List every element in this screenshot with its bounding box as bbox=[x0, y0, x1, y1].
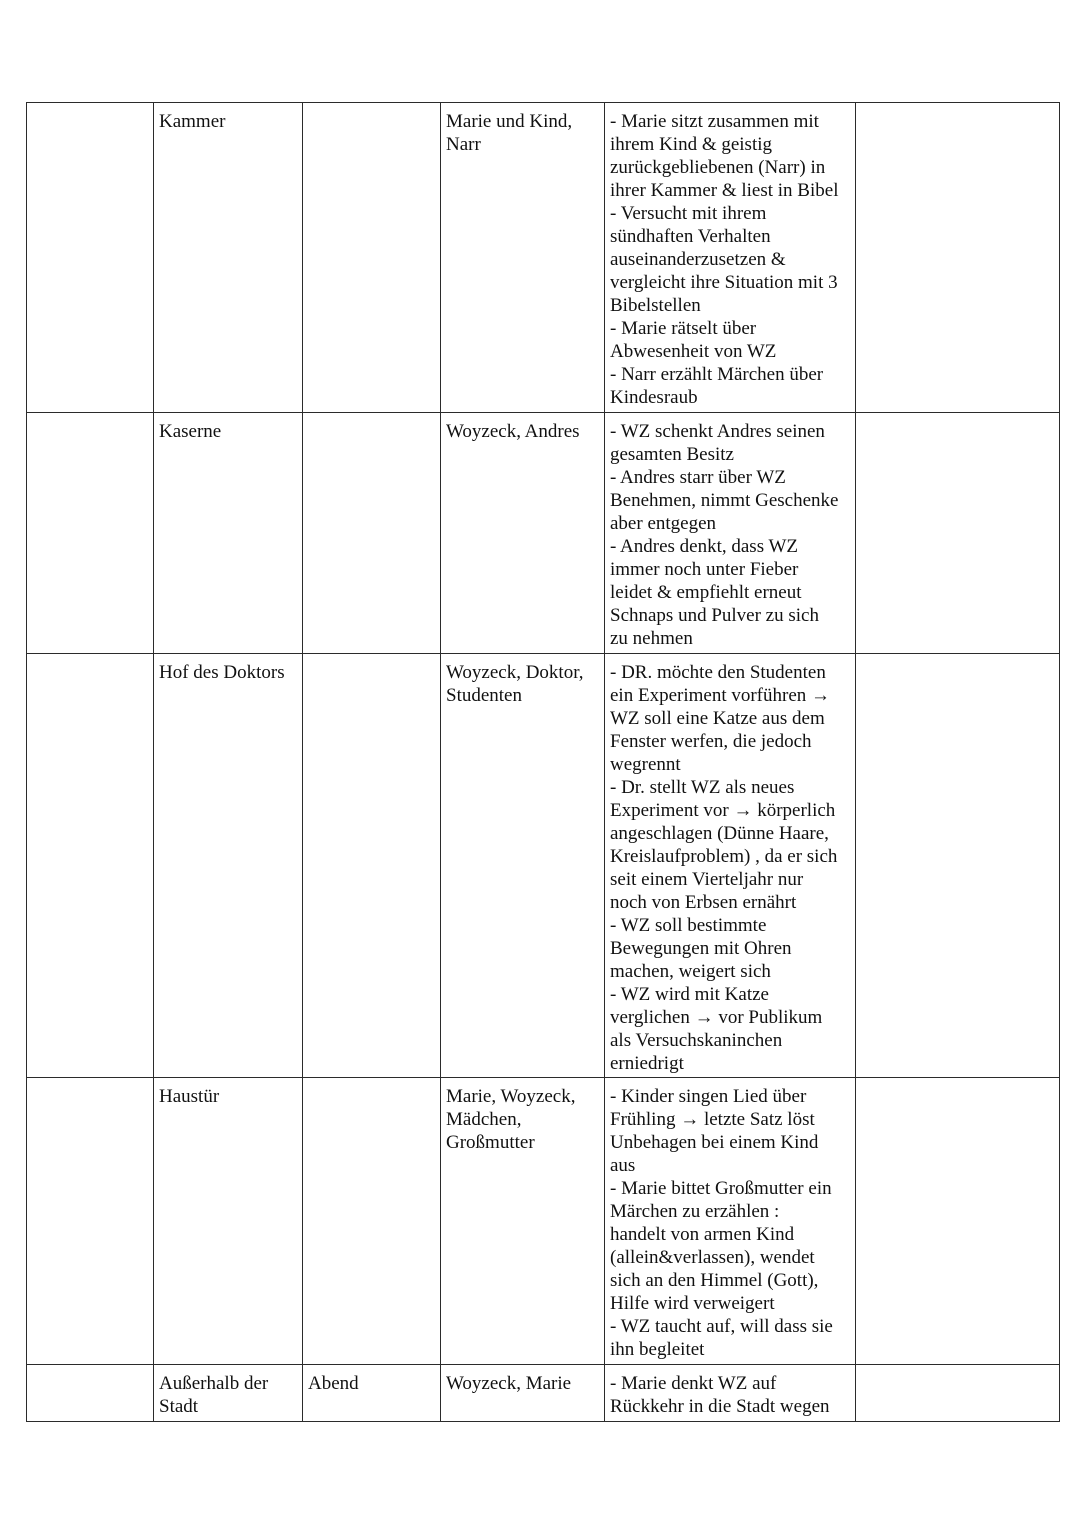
cell-personen bbox=[441, 654, 605, 1078]
inhalt-line: - WZ taucht auf, will dass sie bbox=[610, 1316, 833, 1337]
inhalt-line: ihn begleitet bbox=[610, 1339, 705, 1360]
table-row bbox=[27, 413, 1060, 654]
inhalt-line: - WZ wird mit Katze bbox=[610, 984, 769, 1005]
inhalt-line: - Marie bittet Großmutter ein bbox=[610, 1178, 832, 1199]
inhalt-line: - Andres starr über WZ bbox=[610, 467, 786, 488]
inhalt-line: sündhaften Verhalten bbox=[610, 226, 771, 247]
inhalt-line: Unbehagen bei einem Kind bbox=[610, 1132, 819, 1153]
inhalt-line: Abwesenheit von WZ bbox=[610, 341, 777, 362]
personen-text: Studenten bbox=[446, 685, 522, 706]
inhalt-line: ihrem Kind & geistig bbox=[610, 134, 773, 155]
cell-nr bbox=[27, 413, 154, 654]
cell-inhalt bbox=[605, 1365, 856, 1422]
cell-ort bbox=[154, 1078, 303, 1365]
personen-text: Großmutter bbox=[446, 1132, 535, 1153]
table-row bbox=[27, 654, 1060, 1078]
table-row bbox=[27, 1365, 1060, 1422]
cell-inhalt bbox=[605, 654, 856, 1078]
personen-text: Marie und Kind, bbox=[446, 111, 573, 132]
inhalt-line: - Marie sitzt zusammen mit bbox=[610, 111, 819, 132]
cell-zeit bbox=[303, 103, 441, 413]
inhalt-line: handelt von armen Kind bbox=[610, 1224, 795, 1245]
cell-personen bbox=[441, 103, 605, 413]
inhalt-line: sich an den Himmel (Gott), bbox=[610, 1270, 819, 1291]
inhalt-line: immer noch unter Fieber bbox=[610, 559, 799, 580]
inhalt-line: auseinanderzusetzen & bbox=[610, 249, 786, 270]
inhalt-line: Benehmen, nimmt Geschenke bbox=[610, 490, 839, 511]
cell-zeit bbox=[303, 1365, 441, 1422]
inhalt-line: - Marie denkt WZ auf bbox=[610, 1373, 777, 1394]
cell-nr bbox=[27, 1078, 154, 1365]
cell-inhalt bbox=[605, 1078, 856, 1365]
cell-ort bbox=[154, 413, 303, 654]
inhalt-line: zu nehmen bbox=[610, 628, 693, 649]
inhalt-line: seit einem Vierteljahr nur bbox=[610, 869, 804, 890]
cell-extra bbox=[856, 413, 1060, 654]
inhalt-line: - Andres denkt, dass WZ bbox=[610, 536, 799, 557]
inhalt-line: aus bbox=[610, 1155, 636, 1176]
cell-ort bbox=[154, 654, 303, 1078]
inhalt-line: Frühling → letzte Satz löst bbox=[610, 1109, 815, 1130]
inhalt-line: Fenster werfen, die jedoch bbox=[610, 731, 812, 752]
inhalt-line: erniedrigt bbox=[610, 1053, 684, 1074]
personen-text: Woyzeck, Marie bbox=[446, 1373, 572, 1394]
cell-extra bbox=[856, 103, 1060, 413]
inhalt-line: - Marie rätselt über bbox=[610, 318, 757, 339]
inhalt-line: machen, weigert sich bbox=[610, 961, 771, 982]
inhalt-line: Kindesraub bbox=[610, 387, 698, 408]
zeit-text: Abend bbox=[308, 1373, 359, 1394]
cell-zeit bbox=[303, 654, 441, 1078]
inhalt-line: leidet & empfiehlt erneut bbox=[610, 582, 802, 603]
ort-text: Kaserne bbox=[159, 421, 222, 442]
inhalt-line: noch von Erbsen ernährt bbox=[610, 892, 797, 913]
cell-ort bbox=[154, 1365, 303, 1422]
inhalt-line: Rückkehr in die Stadt wegen bbox=[610, 1396, 830, 1417]
inhalt-line: - WZ schenkt Andres seinen bbox=[610, 421, 825, 442]
cell-personen bbox=[441, 413, 605, 654]
inhalt-line: verglichen → vor Publikum bbox=[610, 1007, 823, 1028]
inhalt-line: angeschlagen (Dünne Haare, bbox=[610, 823, 829, 844]
cell-nr bbox=[27, 103, 154, 413]
inhalt-line: Schnaps und Pulver zu sich bbox=[610, 605, 819, 626]
inhalt-line: - Dr. stellt WZ als neues bbox=[610, 777, 795, 798]
cell-ort bbox=[154, 103, 303, 413]
personen-text: Narr bbox=[446, 134, 481, 155]
inhalt-line: - DR. möchte den Studenten bbox=[610, 662, 826, 683]
inhalt-line: ihrer Kammer & liest in Bibel bbox=[610, 180, 839, 201]
cell-extra bbox=[856, 1365, 1060, 1422]
inhalt-line: Märchen zu erzählen : bbox=[610, 1201, 780, 1222]
inhalt-line: - Kinder singen Lied über bbox=[610, 1086, 807, 1107]
inhalt-line: Experiment vor → körperlich bbox=[610, 800, 836, 821]
personen-text: Woyzeck, Andres bbox=[446, 421, 580, 442]
inhalt-line: zurückgebliebenen (Narr) in bbox=[610, 157, 826, 178]
inhalt-line: wegrennt bbox=[610, 754, 681, 775]
cell-extra bbox=[856, 1078, 1060, 1365]
inhalt-line: Bibelstellen bbox=[610, 295, 701, 316]
inhalt-line: Hilfe wird verweigert bbox=[610, 1293, 775, 1314]
cell-zeit bbox=[303, 1078, 441, 1365]
inhalt-line: vergleicht ihre Situation mit 3 bbox=[610, 272, 838, 293]
cell-nr bbox=[27, 1365, 154, 1422]
ort-text: Stadt bbox=[159, 1396, 199, 1417]
cell-inhalt bbox=[605, 103, 856, 413]
inhalt-line: Kreislaufproblem) , da er sich bbox=[610, 846, 838, 867]
inhalt-line: ein Experiment vorführen → bbox=[610, 685, 831, 706]
inhalt-line: (allein&verlassen), wendet bbox=[610, 1247, 815, 1268]
inhalt-line: - Narr erzählt Märchen über bbox=[610, 364, 824, 385]
personen-text: Woyzeck, Doktor, bbox=[446, 662, 584, 683]
personen-text: Marie, Woyzeck, bbox=[446, 1086, 576, 1107]
scene-table bbox=[26, 102, 1060, 1422]
cell-personen bbox=[441, 1078, 605, 1365]
cell-zeit bbox=[303, 413, 441, 654]
table-row bbox=[27, 1078, 1060, 1365]
inhalt-line: - WZ soll bestimmte bbox=[610, 915, 767, 936]
inhalt-line: - Versucht mit ihrem bbox=[610, 203, 767, 224]
inhalt-line: gesamten Besitz bbox=[610, 444, 734, 465]
ort-text: Außerhalb der bbox=[159, 1373, 269, 1394]
cell-inhalt bbox=[605, 413, 856, 654]
ort-text: Hof des Doktors bbox=[159, 662, 285, 683]
ort-text: Haustür bbox=[159, 1086, 220, 1107]
cell-extra bbox=[856, 654, 1060, 1078]
cell-personen bbox=[441, 1365, 605, 1422]
personen-text: Mädchen, bbox=[446, 1109, 522, 1130]
table-row bbox=[27, 103, 1060, 413]
inhalt-line: WZ soll eine Katze aus dem bbox=[610, 708, 825, 729]
ort-text: Kammer bbox=[159, 111, 226, 132]
inhalt-line: Bewegungen mit Ohren bbox=[610, 938, 792, 959]
cell-nr bbox=[27, 654, 154, 1078]
inhalt-line: aber entgegen bbox=[610, 513, 717, 534]
inhalt-line: als Versuchskaninchen bbox=[610, 1030, 783, 1051]
